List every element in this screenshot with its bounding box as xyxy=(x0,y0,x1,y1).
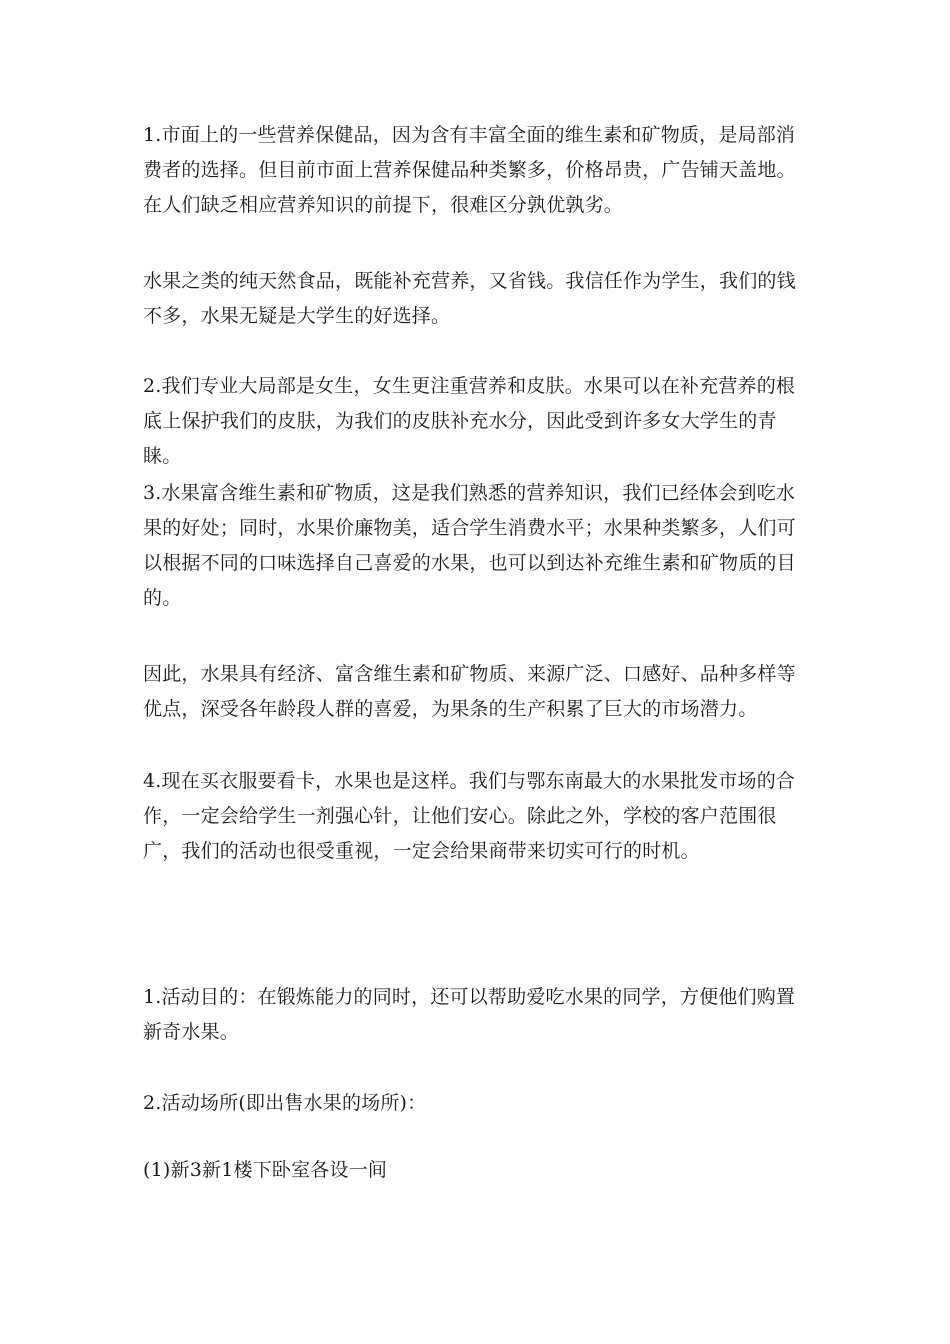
paragraph-activity-venue: 2.活动场所(即出售水果的场所)： xyxy=(143,1092,427,1114)
paragraph-nutrition-supplements: 1.市面上的一些营养保健品，因为含有丰富全面的维生素和矿物质，是局部消费者的选择。但目前市面上营养保健品种类繁多，价格昂贵，广告铺天盖地。在人们缺乏相应营养知识的前提下，很难区分孰优孰劣。 xyxy=(143,124,796,216)
paragraph-natural-fruit: 水果之类的纯天然食品，既能补充营养，又省钱。我信任作为学生，我们的钱不多，水果无疑是大学生的好选择。 xyxy=(143,270,796,327)
paragraph-activity-purpose: 1.活动目的：在锻炼能力的同时，还可以帮助爱吃水果的同学，方便他们购置新奇水果。 xyxy=(143,986,796,1043)
paragraph-female-students: 2.我们专业大局部是女生，女生更注重营养和皮肤。水果可以在补充营养的根底上保护我们的皮肤，为我们的皮肤补充水分，因此受到许多女大学生的青睐。 xyxy=(143,375,796,467)
paragraph-venue-item-1: (1)新3新1楼下卧室各设一间 xyxy=(143,1159,388,1181)
paragraph-market-potential: 因此，水果具有经济、富含维生素和矿物质、来源广泛、口感好、品种多样等优点，深受各年龄段人群的喜爱，为果条的生产积累了巨大的市场潜力。 xyxy=(143,663,796,720)
paragraph-vitamins-minerals: 3.水果富含维生素和矿物质，这是我们熟悉的营养知识，我们已经体会到吃水果的好处；同时，水果价廉物美，适合学生消费水平；水果种类繁多，人们可以根据不同的口味选择自己喜爱的水果，也可以到达补充维生素和矿物质的目的。 xyxy=(143,482,796,609)
paragraph-wholesale-cooperation: 4.现在买衣服要看卡，水果也是这样。我们与鄂东南最大的水果批发市场的合作，一定会给学生一剂强心针，让他们安心。除此之外，学校的客户范围很广，我们的活动也很受重视，一定会给果商带来切实可行的时机。 xyxy=(143,770,796,862)
